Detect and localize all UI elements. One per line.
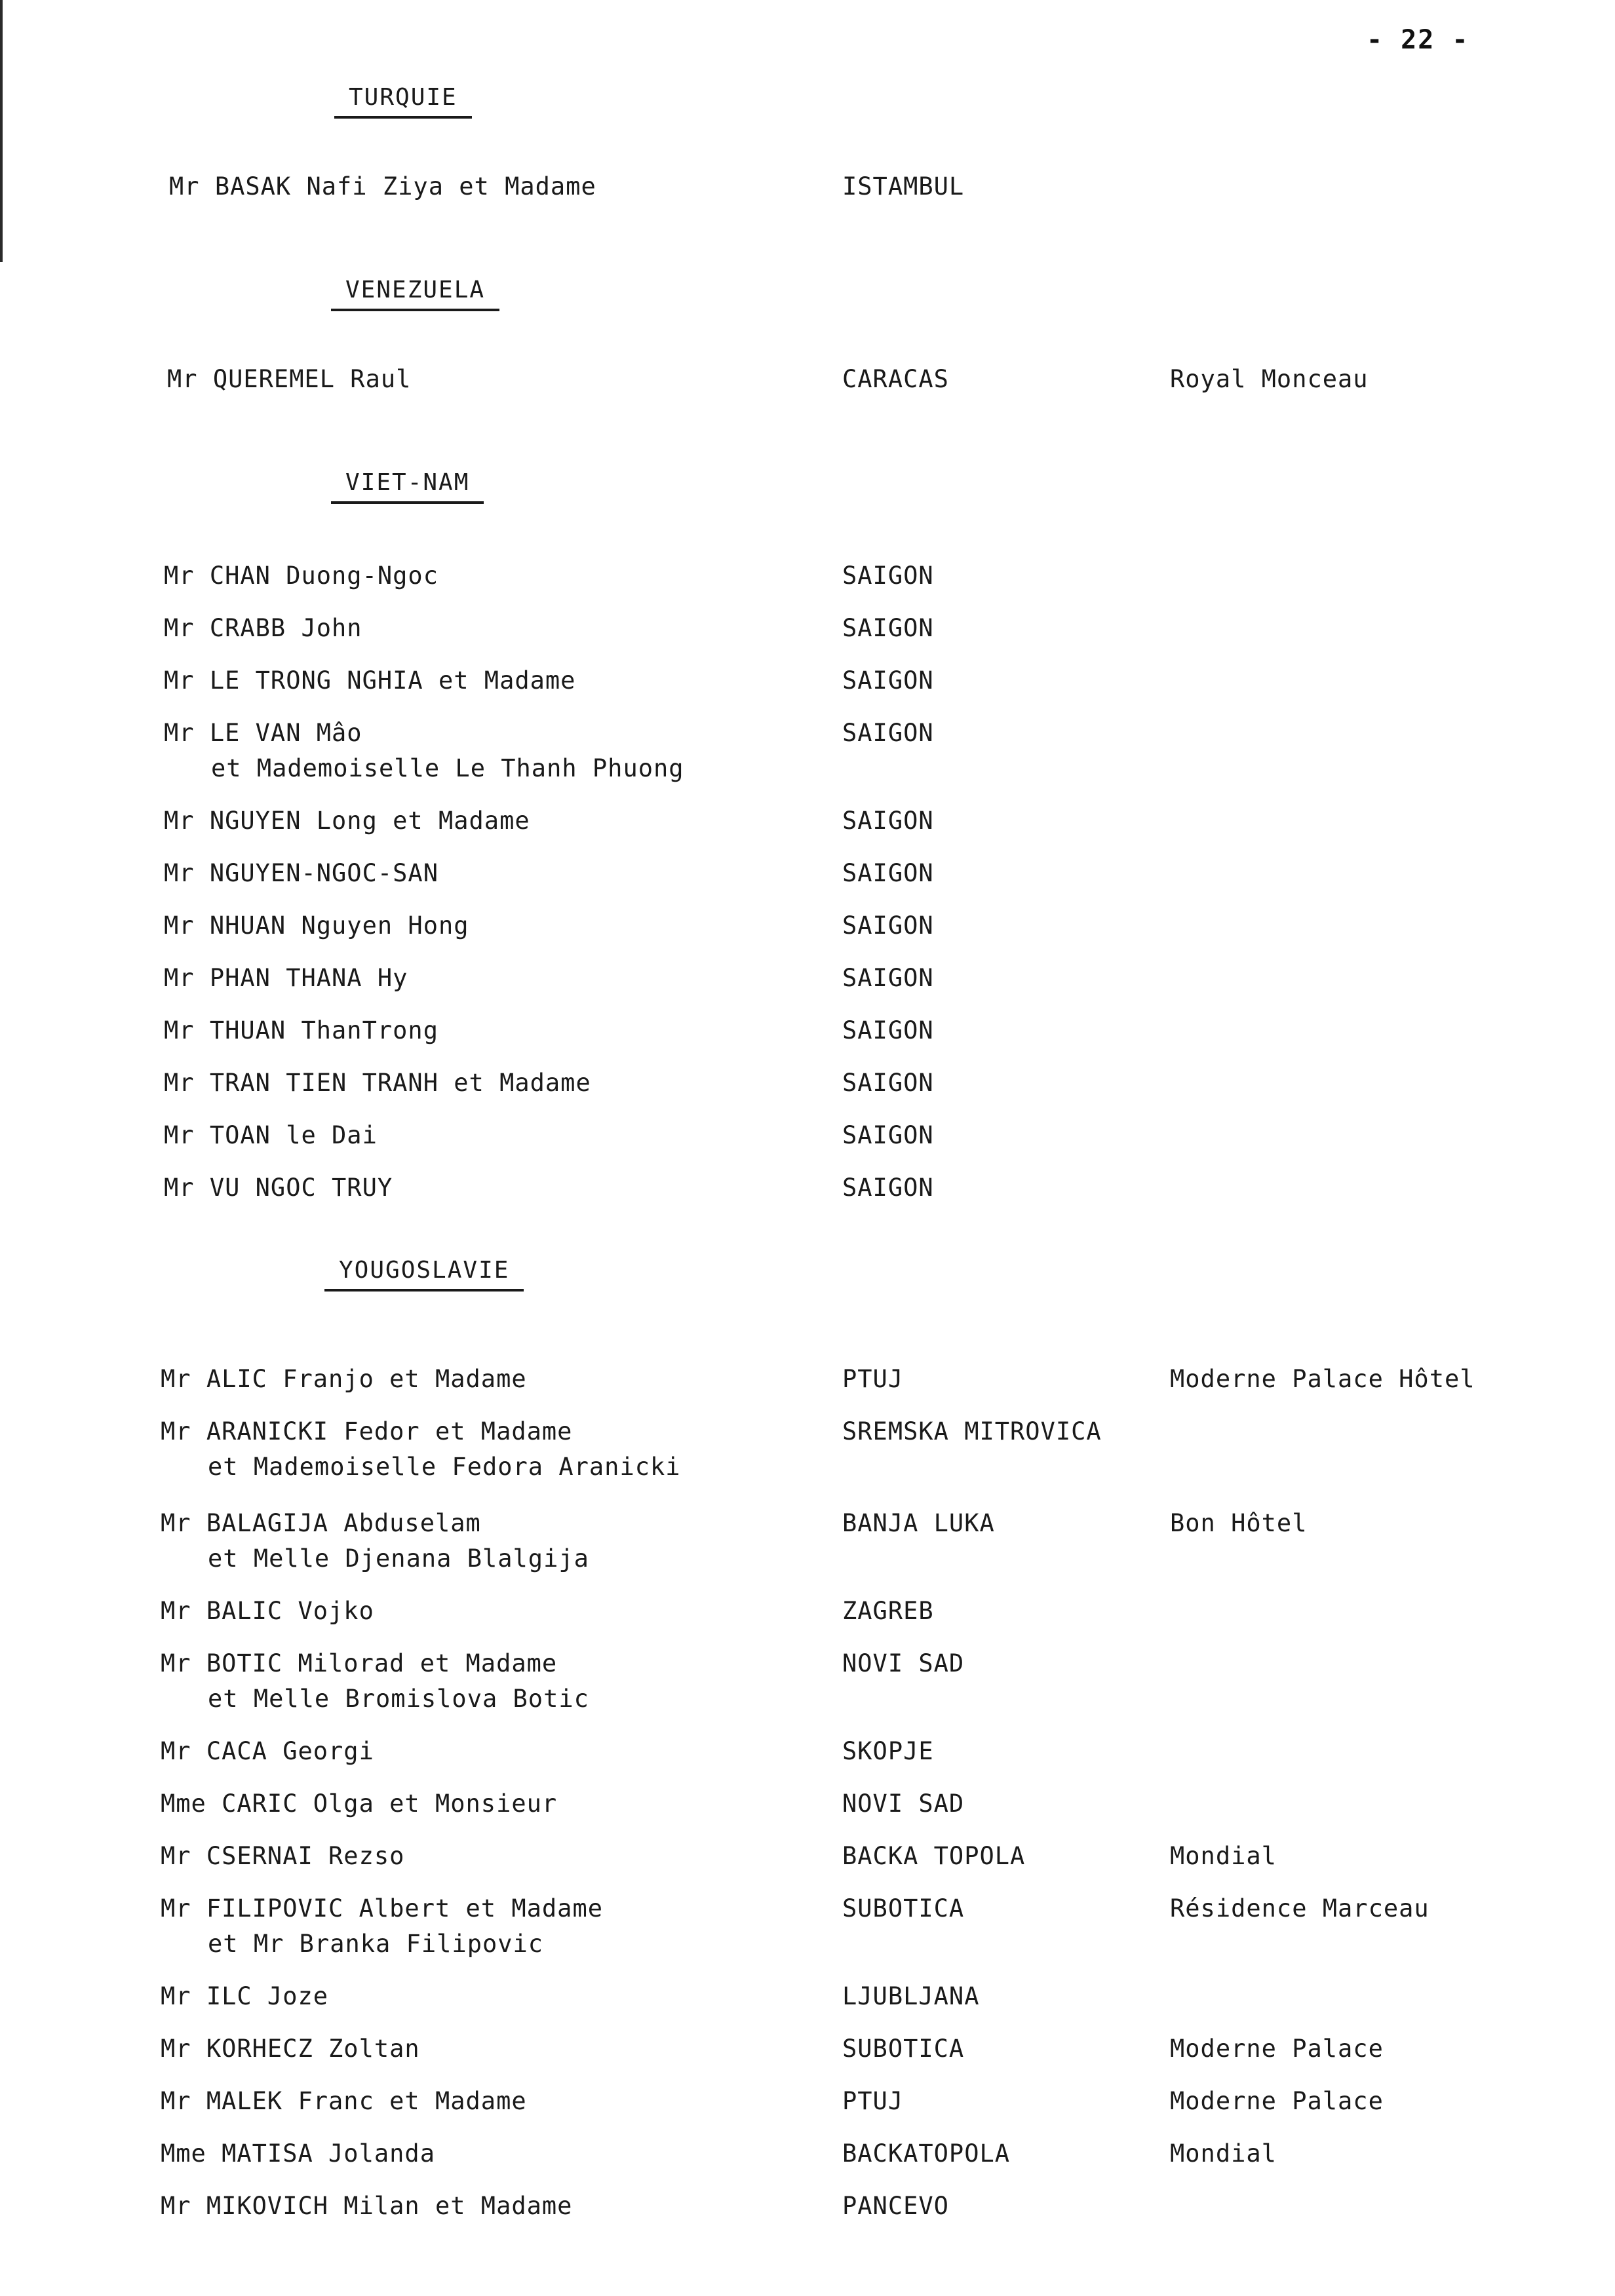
participant-city: BANJA LUKA [842,1509,995,1537]
participant-name-line: Mr KORHECZ Zoltan [161,2035,420,2063]
participant-hotel: Mondial [1170,1842,1277,1870]
participant-city: LJUBLJANA [842,1982,980,2010]
participant-name-line: Mr CSERNAI Rezso [161,1842,405,1870]
participant-city: SAIGON [842,859,934,887]
participant-name [161,2031,420,2067]
participant-name [161,1839,404,1874]
participant-name-line: Mme MATISA Jolanda [161,2139,435,2168]
participant-name [164,961,408,996]
participant-city: SREMSKA MITROVICA [842,1417,1102,1445]
participant-name [164,856,438,891]
participant-name [161,1979,328,2014]
participant-hotel: Mondial [1170,2139,1277,2168]
section-heading [331,469,484,504]
participant-city: SAIGON [842,666,934,695]
participant-name [169,169,596,204]
participant-row [161,2189,1560,2267]
participant-name-line: Mr VU NGOC TRUY [164,1174,393,1202]
participant-row [164,716,1560,794]
participant-name-line: Mr PHAN THANA Hy [164,964,408,992]
participant-name-line: Mr ILC Joze [161,1982,329,2010]
participant-name [164,558,438,594]
participant-name [164,803,530,839]
participant-name-line: Mr MALEK Franc et Madame [161,2087,527,2115]
section-heading-text: VIET-NAM [331,469,484,504]
participant-row [161,1891,1560,1970]
participant-name-line: Mr THUAN ThanTrong [164,1016,438,1044]
participant-name [164,716,684,786]
participant-name [161,1786,557,1822]
participant-name-line: Mr NHUAN Nguyen Hong [164,911,469,940]
participant-city: SAIGON [842,1121,934,1149]
participant-name [164,908,469,944]
participant-name [164,1118,378,1153]
participant-city: SAIGON [842,911,934,940]
participant-name-line: Mr TRAN TIEN TRANH et Madame [164,1069,591,1097]
participant-city: BACKA TOPOLA [842,1842,1026,1870]
page-edge-mark [0,0,3,262]
participant-city: SAIGON [842,614,934,642]
participant-row [161,1506,1560,1584]
participant-name [161,2136,435,2172]
participant-hotel: Moderne Palace [1170,2035,1384,2063]
participant-companion-line: et Melle Bromislova Botic [208,1685,589,1713]
participant-city: SUBOTICA [842,1894,965,1923]
participant-hotel: Bon Hôtel [1170,1509,1308,1537]
participant-city: SAIGON [842,562,934,590]
participant-row [167,362,1560,440]
participant-city: SUBOTICA [842,2035,965,2063]
participant-name [161,1646,589,1717]
participant-city: BACKATOPOLA [842,2139,1011,2168]
participant-name [164,663,575,698]
section-heading-text: TURQUIE [334,84,472,119]
section-heading [324,1257,524,1292]
page-number: - 22 - [1367,25,1469,55]
participant-city: NOVI SAD [842,1649,965,1677]
participant-city: SAIGON [842,964,934,992]
participant-city: SAIGON [842,807,934,835]
participant-name [161,1891,603,1962]
participant-city: SAIGON [842,1069,934,1097]
participant-name-line: Mr BALAGIJA Abduselam [161,1509,481,1537]
section-heading [334,84,472,119]
participant-row [161,1414,1560,1493]
section-heading [331,277,499,311]
participant-city: NOVI SAD [842,1789,965,1818]
participant-hotel: Moderne Palace Hôtel [1170,1365,1475,1393]
participant-row [161,1646,1560,1725]
participant-name-line: Mr ALIC Franjo et Madame [161,1365,527,1393]
participant-city: SKOPJE [842,1737,934,1765]
participant-name [161,1594,374,1629]
participant-companion-line: et Melle Djenana Blalgija [208,1544,589,1573]
participant-name [164,1065,591,1101]
participant-name-line: Mr BASAK Nafi Ziya et Madame [169,172,596,201]
participant-companion-line: et Mr Branka Filipovic [208,1930,544,1958]
participant-name [164,1013,438,1048]
participant-name-line: Mr NGUYEN Long et Madame [164,807,530,835]
participant-name-line: Mr LE VAN Mâo [164,719,362,747]
participant-hotel: Royal Monceau [1170,365,1369,393]
participant-name [164,1170,393,1206]
participant-companion-line: et Mademoiselle Le Thanh Phuong [211,754,684,782]
participant-name [161,1414,681,1485]
participant-name-line: Mr CRABB John [164,614,362,642]
participant-city: SAIGON [842,1016,934,1044]
participant-companion-line: et Mademoiselle Fedora Aranicki [208,1453,681,1481]
participant-name-line: Mr LE TRONG NGHIA et Madame [164,666,576,695]
participant-city: SAIGON [842,1174,934,1202]
participant-name-line: Mr MIKOVICH Milan et Madame [161,2192,573,2220]
participant-name-line: Mr NGUYEN-NGOC-SAN [164,859,438,887]
participant-name [161,2084,527,2119]
participant-city: PTUJ [842,1365,904,1393]
participant-name [161,1506,589,1577]
participant-city: ISTAMBUL [842,172,965,201]
section-heading-text: YOUGOSLAVIE [324,1257,524,1292]
participant-city: ZAGREB [842,1597,934,1625]
participant-name [167,362,411,397]
participant-name-line: Mr CACA Georgi [161,1737,374,1765]
participant-name-line: Mme CARIC Olga et Monsieur [161,1789,558,1818]
participant-name [161,2189,572,2224]
participant-name-line: Mr FILIPOVIC Albert et Madame [161,1894,604,1923]
participant-name [161,1362,527,1397]
participant-hotel: Moderne Palace [1170,2087,1384,2115]
participant-name-line: Mr CHAN Duong-Ngoc [164,562,438,590]
participant-name-line: Mr ARANICKI Fedor et Madame [161,1417,573,1445]
participant-hotel: Résidence Marceau [1170,1894,1430,1923]
participant-name-line: Mr TOAN le Dai [164,1121,378,1149]
participant-row [169,169,1560,248]
participant-name-line: Mr BALIC Vojko [161,1597,374,1625]
participant-name [161,1734,374,1769]
participant-city: SAIGON [842,719,934,747]
participant-city: PANCEVO [842,2192,949,2220]
section-heading-text: VENEZUELA [331,277,499,311]
participant-name [164,611,362,646]
participant-name-line: Mr BOTIC Milorad et Madame [161,1649,558,1677]
participant-city: CARACAS [842,365,949,393]
participant-row [164,1170,1560,1249]
participant-city: PTUJ [842,2087,904,2115]
participant-name-line: Mr QUEREMEL Raul [167,365,412,393]
